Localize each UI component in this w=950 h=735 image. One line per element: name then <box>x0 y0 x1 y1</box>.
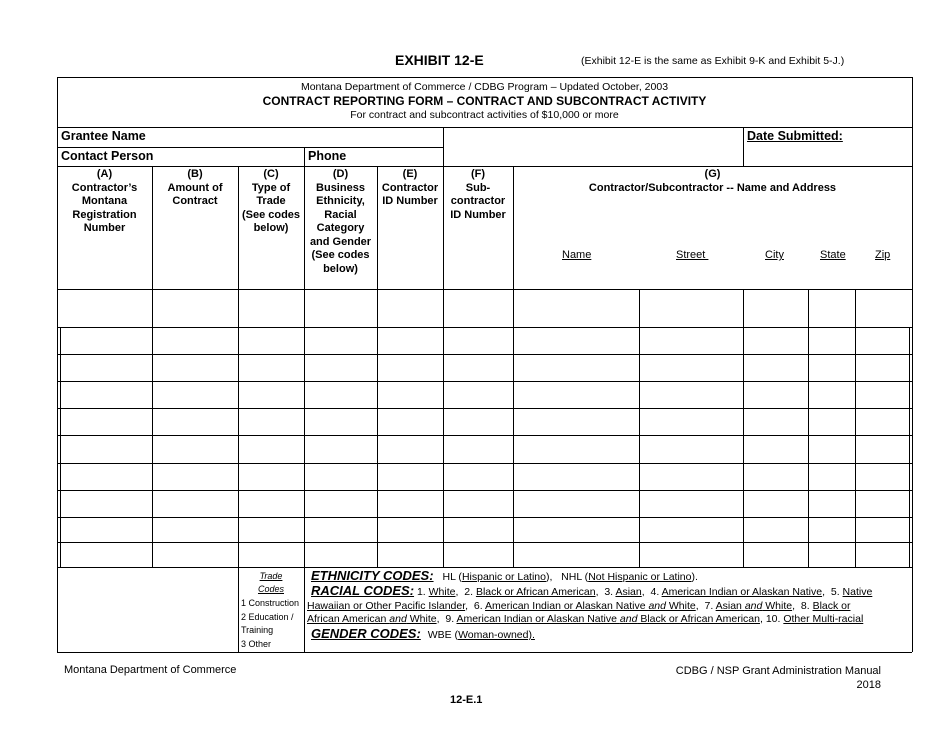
cell-amount[interactable] <box>154 291 236 325</box>
code-text: 5. <box>830 586 843 598</box>
code-text: and <box>619 613 638 625</box>
cell-city[interactable] <box>745 383 806 406</box>
cell-zip[interactable] <box>857 437 907 461</box>
code-text: , <box>436 613 446 625</box>
cell-state[interactable] <box>810 492 853 515</box>
cell-contractor-id[interactable] <box>379 291 441 325</box>
cell-contractor-id[interactable] <box>379 329 441 352</box>
code-text: and <box>744 600 763 612</box>
cell-city[interactable] <box>745 492 806 515</box>
cell-ethnicity-code[interactable] <box>306 383 375 406</box>
cell-zip[interactable] <box>857 410 907 433</box>
code-text: 6. <box>473 600 486 612</box>
cell-name[interactable] <box>515 544 637 565</box>
cell-contractor-id[interactable] <box>379 437 441 461</box>
cell-city[interactable] <box>745 329 806 352</box>
cell-trade-type[interactable] <box>240 465 302 488</box>
phone-label: Phone <box>308 149 347 163</box>
trade-code-item: 3 Other <box>241 638 272 649</box>
column-d-header: (D) Business Ethnicity, Racial Category and Gender (See codes below) <box>309 168 372 275</box>
cell-state[interactable] <box>810 356 853 379</box>
code-text: and <box>389 613 407 625</box>
cell-name[interactable] <box>515 329 637 352</box>
cell-registration-number[interactable] <box>62 329 150 352</box>
cell-street[interactable] <box>641 329 741 352</box>
cell-street[interactable] <box>641 437 741 461</box>
code-text: 10. <box>765 613 784 625</box>
code-text: Asian <box>615 586 642 598</box>
cell-street[interactable] <box>641 519 741 540</box>
cell-zip[interactable] <box>857 329 907 352</box>
gender-codes-label: GENDER CODES: <box>311 626 421 641</box>
cell-state[interactable] <box>810 291 853 325</box>
cell-subcontractor-id[interactable] <box>445 356 511 379</box>
code-text: , <box>455 586 465 598</box>
cell-state[interactable] <box>810 383 853 406</box>
cell-name[interactable] <box>515 465 637 488</box>
code-text: American Indian or Alaskan Native <box>661 586 823 598</box>
column-g-zip: Zip <box>875 249 891 261</box>
code-text: Black or <box>812 600 851 612</box>
code-text: ), NHL ( <box>545 571 589 583</box>
code-text: American Indian or Alaskan Native <box>485 600 649 612</box>
code-text: , <box>695 600 705 612</box>
code-text: 2. <box>464 586 476 598</box>
cell-trade-type[interactable] <box>240 291 302 325</box>
phone-field[interactable] <box>352 149 440 165</box>
cell-subcontractor-id[interactable] <box>445 329 511 352</box>
cell-zip[interactable] <box>857 291 907 325</box>
cell-ethnicity-code[interactable] <box>306 492 375 515</box>
cell-contractor-id[interactable] <box>379 356 441 379</box>
code-text: , <box>759 613 766 625</box>
cell-contractor-id[interactable] <box>379 465 441 488</box>
cell-trade-type[interactable] <box>240 492 302 515</box>
column-g-header: (G) Contractor/Subcontractor -- Name and Address <box>588 168 837 194</box>
cell-amount[interactable] <box>154 465 236 488</box>
cell-street[interactable] <box>641 356 741 379</box>
code-text: Black or African American <box>475 586 596 598</box>
code-text: Hispanic or Latino <box>461 571 546 583</box>
cell-registration-number[interactable] <box>62 410 150 433</box>
cell-trade-type[interactable] <box>240 329 302 352</box>
cell-ethnicity-code[interactable] <box>306 465 375 488</box>
cell-ethnicity-code[interactable] <box>306 356 375 379</box>
code-text: 9. <box>445 613 457 625</box>
cell-amount[interactable] <box>154 544 236 565</box>
cell-state[interactable] <box>810 329 853 352</box>
cell-street[interactable] <box>641 383 741 406</box>
code-text: HL ( <box>442 571 462 583</box>
trade-code-item: Training <box>241 625 274 635</box>
grantee-name-field[interactable] <box>230 129 440 145</box>
code-text: White <box>406 613 437 625</box>
cell-city[interactable] <box>745 519 806 540</box>
code-text: , <box>595 586 605 598</box>
trade-codes <box>239 570 303 596</box>
code-text: Other Multi-racial <box>783 613 864 625</box>
code-text: , <box>465 600 474 612</box>
cell-zip[interactable] <box>857 492 907 515</box>
code-text: Woman-owned). <box>458 629 535 641</box>
racial-codes-line-3 <box>307 613 863 627</box>
column-f-header: (F) Sub- contractor ID Number <box>450 168 506 221</box>
code-text: 1. <box>414 586 429 598</box>
code-text: Not Hispanic or Latino <box>588 571 692 583</box>
trade-code-item: 1 Construction <box>241 598 300 608</box>
trade-codes-list <box>241 597 299 651</box>
cell-state[interactable] <box>810 465 853 488</box>
cell-city[interactable] <box>745 356 806 379</box>
racial-codes-line-2 <box>307 600 851 614</box>
code-text: Black or African American <box>637 613 760 625</box>
exhibit-note: (Exhibit 12-E is the same as Exhibit 9-K and Exhibit 5-J.) <box>581 55 845 67</box>
ethnicity-codes-label: ETHNICITY CODES: <box>311 568 434 583</box>
cell-amount[interactable] <box>154 383 236 406</box>
trade-codes-title-2: Codes <box>257 584 284 594</box>
grantee-name-label: Grantee Name <box>61 129 146 143</box>
cell-subcontractor-id[interactable] <box>445 437 511 461</box>
cell-amount[interactable] <box>154 329 236 352</box>
cell-registration-number[interactable] <box>62 465 150 488</box>
cell-state[interactable] <box>810 410 853 433</box>
code-text: , <box>641 586 651 598</box>
cell-state[interactable] <box>810 519 853 540</box>
cell-trade-type[interactable] <box>240 519 302 540</box>
racial-codes-label: RACIAL CODES: <box>311 583 415 598</box>
cell-registration-number[interactable] <box>62 291 150 325</box>
cell-amount[interactable] <box>154 356 236 379</box>
column-a-header: (A) Contractor’s Montana Registration Number <box>71 168 138 234</box>
cell-ethnicity-code[interactable] <box>306 437 375 461</box>
cell-zip[interactable] <box>857 356 907 379</box>
cell-contractor-id[interactable] <box>379 410 441 433</box>
cell-subcontractor-id[interactable] <box>445 410 511 433</box>
footer-year: 2018 <box>856 679 881 691</box>
cell-amount[interactable] <box>154 492 236 515</box>
code-text: 7. <box>704 600 716 612</box>
code-text: White <box>762 600 793 612</box>
date-submitted-field[interactable] <box>747 146 909 164</box>
cell-zip[interactable] <box>857 465 907 488</box>
cell-contractor-id[interactable] <box>379 544 441 565</box>
cell-registration-number[interactable] <box>62 356 150 379</box>
form-subtitle: For contract and subcontract activities of $10,000 or more <box>350 109 619 121</box>
cell-contractor-id[interactable] <box>379 519 441 540</box>
code-text: 4. <box>650 586 662 598</box>
code-text: African American <box>307 613 390 625</box>
code-text: ). <box>691 571 698 583</box>
trade-code-item: 2 Education / <box>241 611 294 622</box>
code-text: , <box>822 586 831 598</box>
cell-ethnicity-code[interactable] <box>306 519 375 540</box>
cell-street[interactable] <box>641 492 741 515</box>
cell-city[interactable] <box>745 544 806 565</box>
code-text: 8. <box>800 600 813 612</box>
cell-registration-number[interactable] <box>62 437 150 461</box>
cell-name[interactable] <box>515 437 637 461</box>
cell-registration-number[interactable] <box>62 492 150 515</box>
cell-subcontractor-id[interactable] <box>445 492 511 515</box>
column-g-state: State <box>820 249 846 261</box>
footer-left: Montana Department of Commerce <box>64 664 237 676</box>
column-g-name: Name <box>562 249 592 261</box>
cell-subcontractor-id[interactable] <box>445 465 511 488</box>
cell-trade-type[interactable] <box>240 437 302 461</box>
cell-street[interactable] <box>641 410 741 433</box>
code-text: Native <box>842 586 873 598</box>
code-text: Asian <box>715 600 745 612</box>
cell-state[interactable] <box>810 437 853 461</box>
gender-codes <box>311 627 535 643</box>
date-submitted-label: Date Submitted: <box>747 129 843 143</box>
code-text: Hawaiian or Other Pacific Islander <box>307 600 466 612</box>
contact-person-label: Contact Person <box>61 149 154 163</box>
cell-subcontractor-id[interactable] <box>445 291 511 325</box>
cell-contractor-id[interactable] <box>379 383 441 406</box>
cell-subcontractor-id[interactable] <box>445 544 511 565</box>
cell-name[interactable] <box>515 291 637 325</box>
cell-registration-number[interactable] <box>62 519 150 540</box>
racial-codes-line-1 <box>311 584 909 600</box>
cell-state[interactable] <box>810 544 853 565</box>
cell-amount[interactable] <box>154 437 236 461</box>
cell-city[interactable] <box>745 291 806 325</box>
cell-registration-number[interactable] <box>62 383 150 406</box>
cell-subcontractor-id[interactable] <box>445 383 511 406</box>
code-text: White <box>665 600 696 612</box>
cell-zip[interactable] <box>857 519 907 540</box>
cell-trade-type[interactable] <box>240 544 302 565</box>
cell-amount[interactable] <box>154 519 236 540</box>
cell-name[interactable] <box>515 492 637 515</box>
column-g-street: Street <box>676 249 709 261</box>
cell-city[interactable] <box>745 410 806 433</box>
form-title: CONTRACT REPORTING FORM – CONTRACT AND SUBCONTRACT ACTIVITY <box>262 94 707 108</box>
cell-ethnicity-code[interactable] <box>306 410 375 433</box>
column-b-header: (B) Amount of Contract <box>167 168 223 207</box>
cell-city[interactable] <box>745 465 806 488</box>
cell-subcontractor-id[interactable] <box>445 519 511 540</box>
cell-name[interactable] <box>515 383 637 406</box>
column-g-city: City <box>765 249 784 261</box>
cell-name[interactable] <box>515 410 637 433</box>
cell-zip[interactable] <box>857 544 907 565</box>
footer-manual-title: CDBG / NSP Grant Administration Manual <box>675 665 881 677</box>
cell-trade-type[interactable] <box>240 383 302 406</box>
cell-name[interactable] <box>515 356 637 379</box>
cell-ethnicity-code[interactable] <box>306 329 375 352</box>
column-e-header: (E) Contractor ID Number <box>381 168 439 207</box>
cell-trade-type[interactable] <box>240 356 302 379</box>
code-text: 3. <box>604 586 616 598</box>
cell-registration-number[interactable] <box>62 544 150 565</box>
cell-ethnicity-code[interactable] <box>306 544 375 565</box>
code-text: , <box>792 600 801 612</box>
code-text: White <box>428 586 456 598</box>
exhibit-title: EXHIBIT 12-E <box>395 52 484 68</box>
cell-name[interactable] <box>515 519 637 540</box>
code-text: WBE ( <box>427 629 459 641</box>
cell-street[interactable] <box>641 291 741 325</box>
cell-trade-type[interactable] <box>240 410 302 433</box>
footer-right <box>640 664 881 692</box>
contact-person-field[interactable] <box>170 149 300 165</box>
column-c-header: (C) Type of Trade (See codes below) <box>241 168 301 234</box>
cell-contractor-id[interactable] <box>379 492 441 515</box>
cell-street[interactable] <box>641 465 741 488</box>
cell-ethnicity-code[interactable] <box>306 291 375 325</box>
cell-amount[interactable] <box>154 410 236 433</box>
code-text: and <box>648 600 666 612</box>
code-text: American Indian or Alaskan Native <box>456 613 620 625</box>
page-number: 12-E.1 <box>450 694 483 706</box>
cell-city[interactable] <box>745 437 806 461</box>
agency-line: Montana Department of Commerce / CDBG Program – Updated October, 2003 <box>300 81 669 93</box>
cell-zip[interactable] <box>857 383 907 406</box>
trade-codes-title-1: Trade <box>259 571 283 581</box>
cell-street[interactable] <box>641 544 741 565</box>
